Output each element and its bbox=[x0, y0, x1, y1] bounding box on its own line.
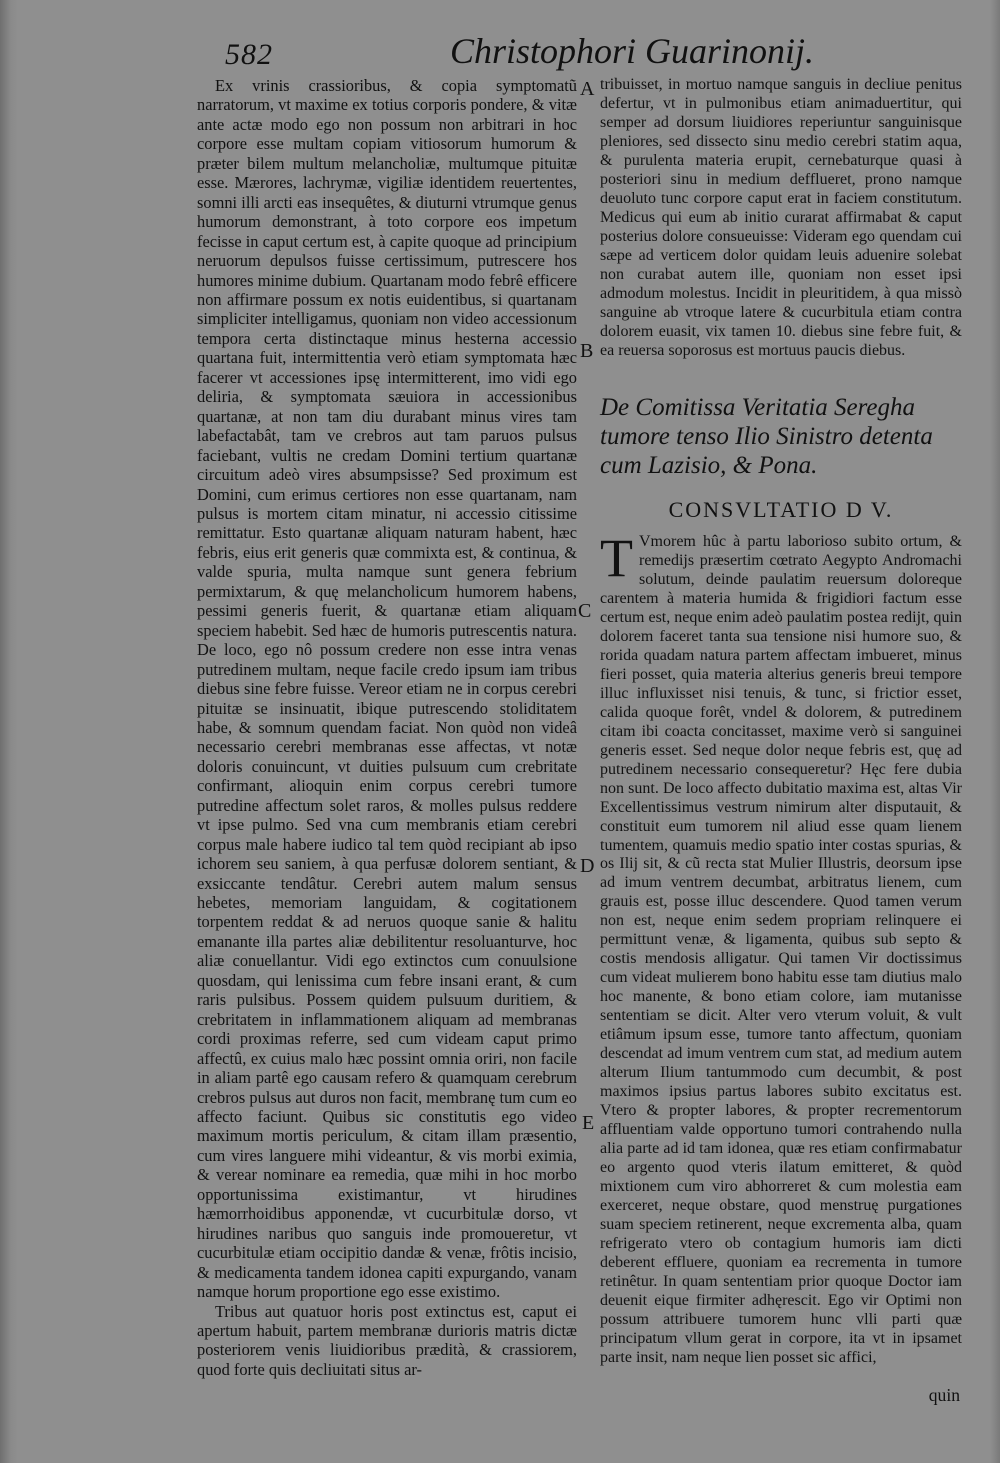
right-column bbox=[600, 76, 962, 1368]
margin-letter-e: E bbox=[582, 1112, 595, 1134]
margin-letter-c: C bbox=[578, 600, 592, 622]
consultatio-text: Vmorem hûc à partu laborioso subito ortum, & remedijs præsertim cœtrato Aegypto Andromachi solutum, deinde paulatim reuersum doloreque carentem à materia humida & frigidiori factum esse certum est, neque enim adeò paulatim postea redijt, quin dolorem faceret tanta sua tensione nisi humore suo, & rorida quadam natura partem affectam imbueret, minus fieri posset, quia materia alterius generis breui tempore illuc influxisset nisi tenuis, & tunc, si frictior esset, calida quoque forêt, vndel & dolorem, & putredinem citam ibi coacta concitasset, maxime verò si sanguinei generis esset. Sed neque dolor neque febris est, quę ad putredinem necessario consequeretur? Hęc fere dubia non sunt. De loco affecto dubitatio maxima est, altas Vir Excellentissimus vestrum nimirum alter disputauit, & constituit eum tumorem nil aliud esse quam lienem tumentem, quamuis medio spatio inter costas spurias, & os Ilij sit, & cũ recta stat Mulier Illustris, deorsum ipse ad imum ventrem decumbat, arbitratus lienem, cum grauis est, posse illuc descendere. Quod tamen verum non est, neque enim sedem propriam relinquere ei permittunt venæ, & ligamenta, quibus sub septo & costis mendosis alligatur. Qui tamen Vir doctissimus cum videat mulierem bono habitu esse tam diutius malo hoc manente, & bono etiam colore, iam mutanisse sententiam se dicit. Alter vero vterum voluit, & vult etiâmum ipsum esse, tumore tanto affectum, quoniam descendat ad imum ventrem cum stat, ad medium autem alterum Ilium tantummodo cum decumbit, & post maximos ipsius partus labores subito excitatus est. Vtero & propter labores, & propter recrementorum affluentiam valde opportuno tumori contrahendo nulla alia parte ad id tam idonea, quæ res etiam confirmabatur eo argento quod vteris ilatum emitteret, & quòd mixtionem cum viro abhorreret & cum molestia eam exerceret, neque obstare, quod menstruę purgationes suam speciem retinerent, neque excrementa alba, quam refrigerato vtero ob contagium humoris iam dicti deberent effluere, quoniam ea recrementa in tumore retinêtur. In quam sententiam prior quoque Doctor iam deuenit eique firmiter adhęrescit. Ego vir Optimi non possum attribuere tumorem hunc vlli parti quæ principatum vllum gerat in corpore, ita vt in ipsamet parte insit, nam neque lien posset sic affici, bbox=[600, 532, 962, 1367]
consultatio-paragraph bbox=[600, 527, 962, 1368]
running-head: Christophori Guarinonij. bbox=[450, 31, 815, 71]
margin-letter-d: D bbox=[580, 855, 595, 877]
drop-cap: T bbox=[600, 527, 633, 588]
catchword: quin bbox=[928, 1385, 960, 1405]
left-paragraph: Ex vrinis crassioribus, & copia symptomatũ narratorum, vt maxime ex totius corporis pondere, & vitæ ante actæ modo ego non possum non arbitrari in hoc corpore esse multam copiam vitiosorum humorum & præter bilem multum melancholiæ, multumque pituitæ esse. Mærores, lachrymæ, vigiliæ identidem reuertentes, somni illi arcti eas insequêtes, & diuturni vtrumque genus humorum demonstrant, à toto corpore eos impetum fecisse in caput certum est, à capite quoque ad principium neruorum depulsos fuisse certissimum, putrescere hos humores minime dubium. Quartanam modo febrê efficere non affirmare possum ex notis euidentibus, si quartanam simpliciter intelligamus, quoniam non video accessionum tempora certa distinctaque minus hesterna accessio quartana fuit, intermittentia verò etiam symptomata hæc facerer vt accessiones ipsę intermitterent, imo vidi ego deliria, & symptomata sæuiora in accessionibus quartanæ, at non tam diu durabant minus vires tam labefactabât, tam ve crebros aut tam paruos pulsus faciebant, vultis ne credam Domini tertium quartanæ circuitum adeò vires absumpsisse? Sed proximum est Domini, cum erimus certiores non esse quartanam, nam pulsus is mortem citam minatur, ni accessio citissime remittatur. Esto quartanæ aliquam naturam habent, hæc febris, eius erit generis quæ commixta est, & continua, & valde spuria, multa namque sunt genera febrium permixtarum, & quę melancholicum humorem habens, pessimi generis fuerit, & quartanæ etiam aliquam speciem habebit. Sed hæc de humoris putrescentis natura. De loco, ego nô possum credere non esse intra venas putredinem multam, neque facile credo ipsum iam tribus diebus sine febre fuisse. Vereor etiam ne in corpus cerebri pituitæ se insinuatit, ibique putrescendo stoliditatem habe, & somnum quendam faciat. Non quòd non videâ necessario cerebri membranas esse affectas, vt notæ doloris conuincunt, vt duities pulsuum cum crebritate confirmant, alioquin enim corpus cerebri tumore putredine affectum solet raros, & molles pulsus reddere vt ipse pulmo. Sed vna cum membranis etiam cerebri corpus male habere iudico tal tem quòd recipiant ab ipso ichorem seu saniem, à qua perfusæ dolorem sentiant, & exsiccante tendâtur. Cerebri autem malum sensus hebetes, memoriam languidam, & cogitationem torpentem reddat & ad neruos quoque sanie & halitu emanante illa partes aliæ debilitentur resoluanturve, hoc aliæ conuellantur. Vidi ego extinctos cum conuulsione quosdam, qui lenissima cum febre insani erant, & cum raris pulsibus. Possem quidem pulsuum duritiem, & crebritatem in inflammationem aliquam ad membranas cordi proximas referre, sed cum videam caput primo affectû, ex cuius malo hæc possint omnia oriri, non facile in aliam partê ego causam refero & quamquam cerebrum crebros pulsus aut duros non facit, membranę tum cum eo affecto faciunt. Quibus sic constitutis ego video maximum mortis periculum, & citam illam præsentio, cum vires languere mihi videantur, & vis morbi eximia, & verear nominare ea remedia, quæ mihi in hoc morbo opportunissima existimantur, vt hirudines hæmorrhoidibus apponendæ, vt cucurbitulæ dorso, vt hirudines naribus quo sanguis inde promoueretur, vt cucurbitulæ etiam occipitio dandæ & venæ, frôtis incisio, & medicamenta tandem idonea capiti expurgando, vanam namque horum proportione ego esse existimo. bbox=[197, 76, 577, 1302]
binding-gutter bbox=[0, 0, 18, 1463]
consultatio-title: CONSVLTATIO D V. bbox=[668, 496, 894, 522]
margin-letter-a: A bbox=[580, 78, 595, 100]
left-paragraph-continued: Tribus aut quatuor horis post extinctus est, caput ei apertum habuit, partem membranæ durioris matris dictæ posteriorem venis liuidioribus prædità, & crassiorem, quod forte quis decliuitati situs ar- bbox=[197, 1301, 577, 1379]
page-header bbox=[225, 30, 815, 74]
margin-letter-b: B bbox=[580, 340, 594, 362]
page-edge bbox=[990, 0, 1000, 1463]
left-column bbox=[197, 76, 577, 1379]
section-heading: De Comitissa Veritatia Seregha tumore tenso Ilio Sinistro detenta cum Lazisio, & Pona. bbox=[600, 393, 933, 479]
right-paragraph: tribuisset, in mortuo namque sanguis in decliue penitus defertur, vt in pulmonibus etiam animaduertitur, qui semper ad dorsum liuidiores reperiuntur sanguinisque pleniores, sed dissecto sinu medio cerebri statim aqua, & purulenta materia erupit, cernebaturque quasi à posteriori sinu in medium defflueret, prono namque deuoluto tunc corpore caput erat in faciem constitutum. Medicus qui eum ab initio curarat affirmabat & caput posterius dolore consueuisse: Videram ego quendam cui sæpe ad verticem dolor quidam leuis aduenire solebat non curabat autem ille, quoniam non esset ipsi admodum molestus. Incidit in pleuritidem, à qua missò sanguine ab vtroque latere & cucurbitula etiam contra dolorem euasit, vix tamen 10. diebus sine febre fuit, & ea reuersa soporosus est mortuus paucis diebus. bbox=[600, 76, 962, 359]
page-number: 582 bbox=[225, 38, 273, 71]
